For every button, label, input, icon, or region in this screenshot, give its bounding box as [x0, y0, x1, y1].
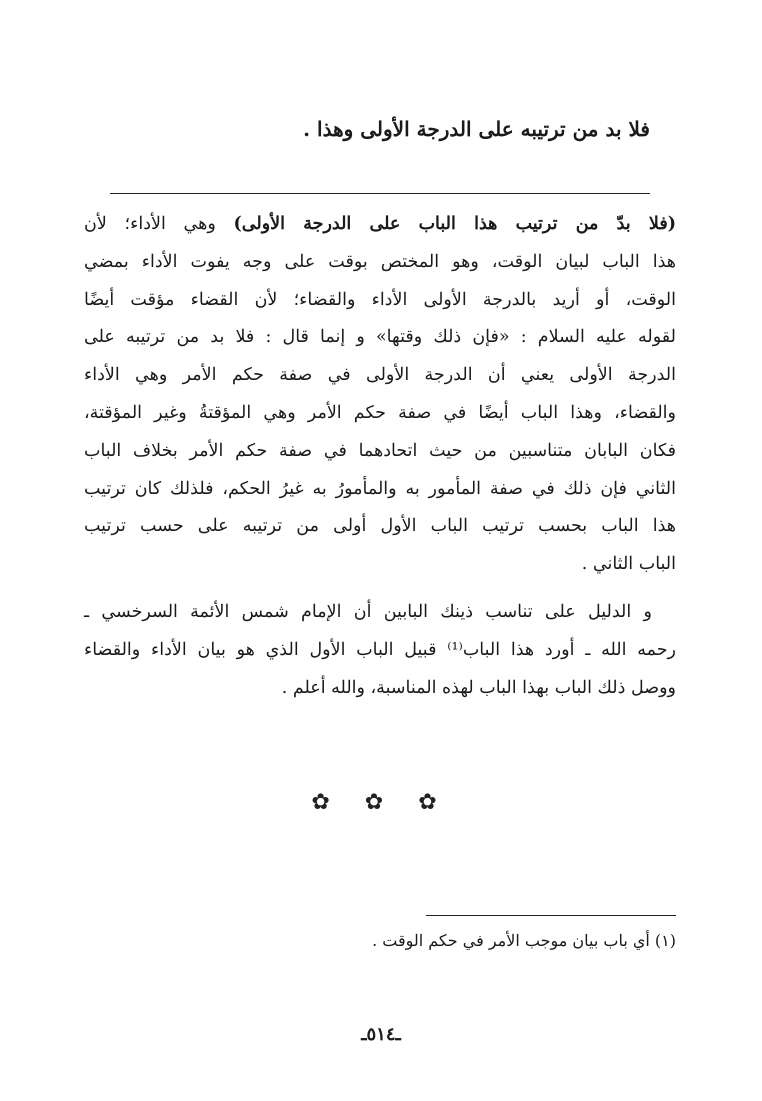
commentary-line: الثاني فإن ذلك في صفة المأمور به والمأمورُ به غيرُ الحكم، فلذلك كان ترتيب	[84, 478, 676, 499]
footnote-separator-rule	[426, 915, 676, 916]
section-end-ornaments	[0, 790, 762, 815]
page-number: ـ٥١٤ـ	[361, 1024, 401, 1045]
commentary-line-rest: وهي الأداء؛ لأن	[84, 214, 234, 234]
commentary-line: والقضاء، وهذا الباب أيضًا في صفة حكم الأمر وهي المؤقتةُ وغير المؤقتة،	[84, 402, 676, 423]
commentary-paragraph-1	[84, 206, 676, 584]
commentary-line: ووصل ذلك الباب بهذا الباب لهذه المناسبة، والله أعلم .	[281, 677, 676, 698]
commentary-line: و الدليل على تناسب ذينك البابين أن الإمام شمس الأئمة السرخسي ـ	[84, 601, 652, 622]
commentary-line: الوقت، أو أريد بالدرجة الأولى الأداء والقضاء؛ لأن القضاء مؤقت أيضًا	[84, 289, 676, 310]
commentary-line: فكان البابان متناسبين من حيث اتحادهما في صفة حكم الأمر بخلاف الباب	[84, 440, 676, 461]
matn-separator-rule	[110, 193, 650, 194]
commentary-line: الدرجة الأولى يعني أن الدرجة الأولى في صفة حكم الأمر وهي الأداء	[84, 365, 676, 386]
commentary-line: الباب الثاني .	[581, 554, 676, 575]
commentary-line: رحمه الله ـ أورد هذا الباب⁽¹⁾ قبيل الباب الأول الذي هو بيان الأداء والقضاء	[84, 639, 676, 660]
flower-ornament-icon: ✿ ✿ ✿	[311, 790, 451, 815]
commentary-line: لقوله عليه السلام : «فإن ذلك وقتها» و إنما قال : فلا بد من ترتيبه على	[84, 327, 676, 348]
commentary-line	[84, 206, 676, 244]
commentary-body	[84, 206, 676, 707]
matn-text: فلا بد من ترتيبه على الدرجة الأولى وهذا .	[303, 117, 650, 141]
commentary-line: هذا الباب لبيان الوقت، وهو المختص بوقت على وجه يفوت الأداء بمضي	[84, 251, 676, 272]
commentary-line: هذا الباب بحسب ترتيب الباب الأول أولى من ترتيبه على حسب ترتيب	[84, 516, 676, 537]
quoted-matn: (فلا بدّ من ترتيب هذا الباب على الدرجة الأولى)	[233, 214, 677, 234]
commentary-paragraph-2	[84, 594, 676, 707]
footnote: (١) أي باب بيان موجب الأمر في حكم الوقت .	[372, 931, 676, 950]
